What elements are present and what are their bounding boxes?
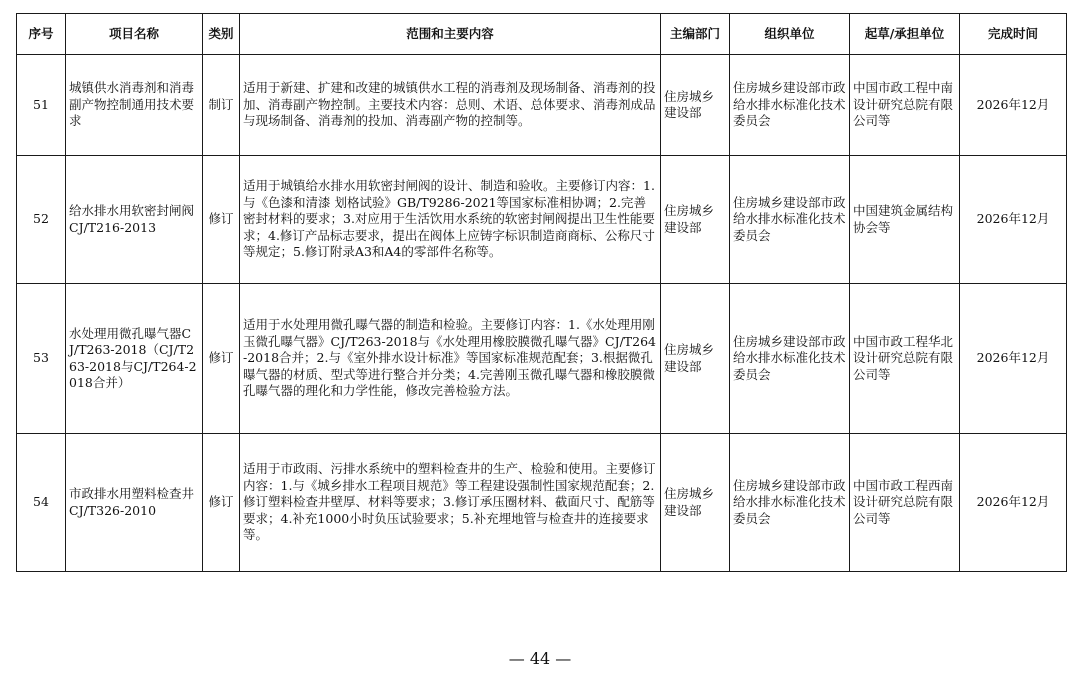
header-name: 项目名称 — [66, 14, 203, 55]
row-drafter: 中国建筑金属结构协会等 — [850, 156, 960, 284]
row-index: 51 — [17, 55, 66, 156]
row-organizer: 住房城乡建设部市政给水排水标准化技术委员会 — [730, 55, 850, 156]
row-scope: 适用于新建、扩建和改建的城镇供水工程的消毒剂及现场制备、消毒剂的投加、消毒副产物控制。主要技术内容：总则、术语、总体要求、消毒剂成品与现场制备、消毒剂的投加、消毒副产物的控制等。 — [240, 55, 661, 156]
row-completion: 2026年12月 — [960, 156, 1067, 284]
header-organizer: 组织单位 — [730, 14, 850, 55]
row-chief-department: 住房城乡建设部 — [661, 156, 730, 284]
header-chief-department: 主编部门 — [661, 14, 730, 55]
row-index: 52 — [17, 156, 66, 284]
row-chief-department: 住房城乡建设部 — [661, 284, 730, 434]
row-category: 制订 — [203, 55, 240, 156]
row-chief-department: 住房城乡建设部 — [661, 434, 730, 572]
row-category: 修订 — [203, 434, 240, 572]
table-row — [17, 55, 1067, 156]
row-index: 54 — [17, 434, 66, 572]
table-row — [17, 284, 1067, 434]
page-number: — 44 — — [508, 649, 572, 668]
row-scope: 适用于水处理用微孔曝气器的制造和检验。主要修订内容：1.《水处理用刚玉微孔曝气器》CJ/T263-2018与《水处理用橡胶膜微孔曝气器》CJ/T264-2018合并；2.与《室外排水设计标准》等国家标准规范配套；3.根据微孔曝气器的材质、型式等进行整合并分类；4.完善刚玉微孔曝气器和橡胶膜微孔曝气器的理化和力学性能，修改完善检验方法。 — [240, 284, 661, 434]
row-organizer: 住房城乡建设部市政给水排水标准化技术委员会 — [730, 434, 850, 572]
header-row — [17, 14, 1067, 55]
header-index: 序号 — [17, 14, 66, 55]
row-name: 市政排水用塑料检查井CJ/T326-2010 — [66, 434, 203, 572]
row-drafter: 中国市政工程西南设计研究总院有限公司等 — [850, 434, 960, 572]
row-name: 给水排水用软密封闸阀CJ/T216-2013 — [66, 156, 203, 284]
row-name: 城镇供水消毒剂和消毒副产物控制通用技术要求 — [66, 55, 203, 156]
row-drafter: 中国市政工程中南设计研究总院有限公司等 — [850, 55, 960, 156]
row-completion: 2026年12月 — [960, 284, 1067, 434]
row-scope: 适用于市政雨、污排水系统中的塑料检查井的生产、检验和使用。主要修订内容：1.与《城乡排水工程项目规范》等工程建设强制性国家规范配套；2.修订塑料检查井壁厚、材料等要求；3.修订承压圈材料、截面尺寸、配筋等要求；4.补充1000小时负压试验要求；5.补充埋地管与检查井的连接要求等。 — [240, 434, 661, 572]
row-completion: 2026年12月 — [960, 55, 1067, 156]
standards-table — [16, 13, 1067, 572]
header-drafter: 起草/承担单位 — [850, 14, 960, 55]
row-drafter: 中国市政工程华北设计研究总院有限公司等 — [850, 284, 960, 434]
table-row — [17, 434, 1067, 572]
row-index: 53 — [17, 284, 66, 434]
header-scope: 范围和主要内容 — [240, 14, 661, 55]
header-category: 类别 — [203, 14, 240, 55]
row-organizer: 住房城乡建设部市政给水排水标准化技术委员会 — [730, 284, 850, 434]
row-scope: 适用于城镇给水排水用软密封闸阀的设计、制造和验收。主要修订内容：1.与《色漆和清漆 划格试验》GB/T9286-2021等国家标准相协调；2.完善密封材料的要求；3.对应用于生活饮用水系统的软密封闸阀提出卫生性能要求；4.修订产品标志要求，提出在阀体上应铸字标识制造商商标、公称尺寸等规定；5.修订附录A3和A4的零部件名称等。 — [240, 156, 661, 284]
header-completion: 完成时间 — [960, 14, 1067, 55]
table-row — [17, 156, 1067, 284]
row-chief-department: 住房城乡建设部 — [661, 55, 730, 156]
row-category: 修订 — [203, 156, 240, 284]
row-completion: 2026年12月 — [960, 434, 1067, 572]
row-organizer: 住房城乡建设部市政给水排水标准化技术委员会 — [730, 156, 850, 284]
row-category: 修订 — [203, 284, 240, 434]
row-name: 水处理用微孔曝气器CJ/T263-2018（CJ/T263-2018与CJ/T264-2018合并） — [66, 284, 203, 434]
